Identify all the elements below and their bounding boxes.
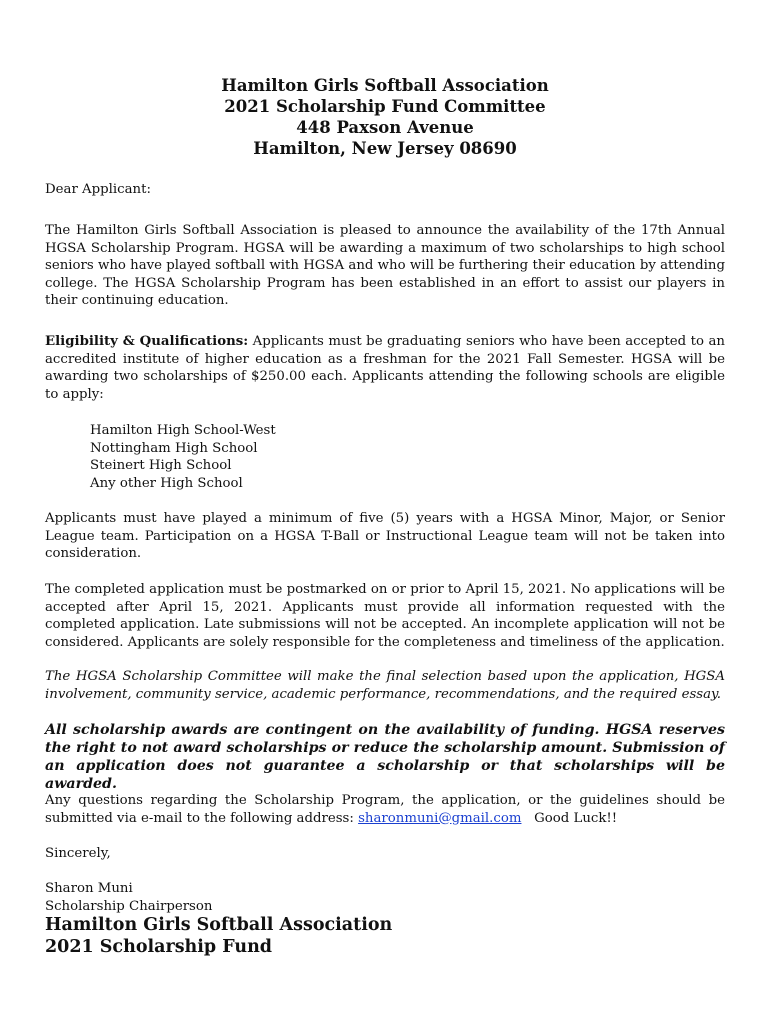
eligibility-heading: Eligibility & Qualifications: (45, 334, 249, 349)
list-item: Nottingham High School (90, 440, 258, 456)
deadline-paragraph (45, 581, 725, 651)
list-item: Steinert High School (90, 458, 232, 474)
footer-fund: 2021 Scholarship Fund (45, 937, 273, 957)
footer-organization: Hamilton Girls Softball Association (45, 915, 393, 935)
intro-paragraph (45, 222, 725, 310)
requirement-paragraph (45, 510, 725, 563)
good-luck-text: Good Luck!! (521, 810, 618, 826)
eligibility-text: Applicants must be graduating seniors who have been accepted to an accredited institute of higher education as a freshman for the 2021 Fall Semester. HGSA will be awarding two scholarships of $250.00 each. Applicants attending the following schools are eligible to apply: (45, 334, 725, 402)
letterhead (0, 75, 770, 159)
letterhead-street: 448 Paxson Avenue (296, 118, 474, 137)
list-item: Any other High School (90, 475, 243, 491)
sign-off: Sincerely, (45, 846, 111, 861)
eligible-schools-list (90, 422, 276, 492)
letterhead-committee: 2021 Scholarship Fund Committee (224, 97, 546, 116)
requirement-text: Applicants must have played a minimum of five (5) years with a HGSA Minor, Major, or Senior League team. Participation on a HGSA T-Ball or Instructional League team will not be taken into consideration. (45, 511, 725, 562)
letterhead-organization: Hamilton Girls Softball Association (221, 76, 549, 95)
signer-name: Sharon Muni (45, 881, 133, 896)
signer-block (45, 880, 212, 915)
questions-paragraph (45, 792, 725, 827)
organization-footer (45, 914, 392, 958)
disclaimer-paragraph (45, 721, 725, 793)
intro-text: The Hamilton Girls Softball Association is pleased to announce the availability of the 17th Annual HGSA Scholarship Program. HGSA will be awarding a maximum of two scholarships to high school seniors who have played softball with HGSA and who will be furthering their education by attending college. The HGSA Scholarship Program has been established in an effort to assist our players in their continuing education. (45, 223, 725, 309)
salutation: Dear Applicant: (45, 182, 151, 197)
deadline-text: The completed application must be postmarked on or prior to April 15, 2021. No applications will be accepted after April 15, 2021. Applicants must provide all information requested with the completed application. Late submissions will not be accepted. An incomplete application will not be considered. Applicants are solely responsible for the completeness and timeliness of the application. (45, 582, 726, 650)
letterhead-city: Hamilton, New Jersey 08690 (253, 139, 517, 158)
questions-text: Any questions regarding the Scholarship Program, the application, or the guidelines should be submitted via e-mail to the following address: (45, 793, 725, 826)
selection-text: The HGSA Scholarship Committee will make the final selection based upon the application, HGSA involvement, community service, academic performance, recommendations, and the required essay. (45, 669, 725, 702)
contact-email-link[interactable]: sharonmuni@gmail.com (358, 810, 522, 826)
disclaimer-text: All scholarship awards are contingent on the availability of funding. HGSA reserves the right to not award scholarships or reduce the scholarship amount. Submission of an application does not guarantee a scholarship or that scholarships will be awarded. (45, 722, 725, 792)
list-item: Hamilton High School-West (90, 423, 276, 438)
signer-title: Scholarship Chairperson (45, 898, 213, 914)
selection-paragraph (45, 668, 725, 703)
eligibility-paragraph (45, 333, 725, 403)
